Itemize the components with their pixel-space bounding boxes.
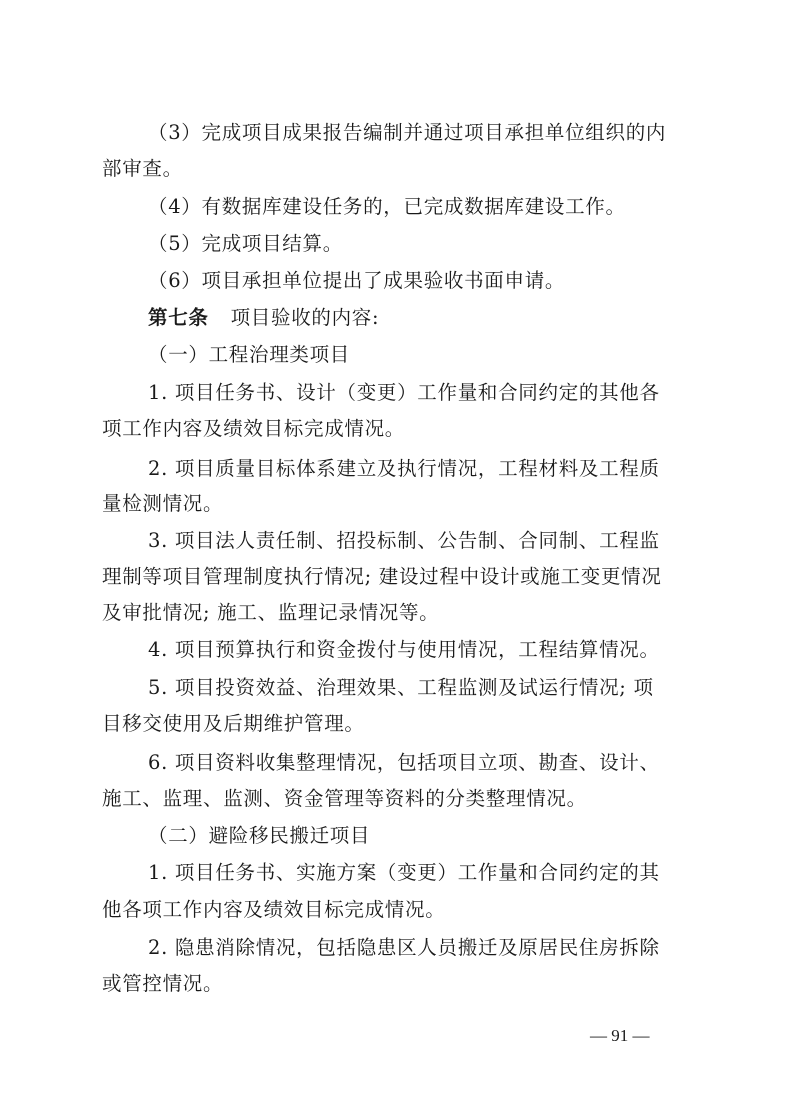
text-line: 目移交使用及后期维护管理。	[102, 712, 365, 735]
text-line: 施工、监理、监测、资金管理等资料的分类整理情况。	[102, 787, 587, 810]
text-line: 理制等项目管理制度执行情况; 建设过程中设计或施工变更情况	[102, 565, 662, 588]
text-line: 2. 项目质量目标体系建立及执行情况，工程材料及工程质	[148, 457, 660, 480]
text-line: 1. 项目任务书、设计（变更）工作量和合同约定的其他各	[148, 381, 660, 404]
article-heading	[148, 304, 692, 332]
article-number: 第七条	[148, 306, 209, 329]
text-line: 6. 项目资料收集整理情况，包括项目立项、勘查、设计、	[148, 751, 660, 774]
text-line: （3）完成项目成果报告编制并通过项目承担单位组织的内	[148, 121, 667, 144]
text-line: 项工作内容及绩效目标完成情况。	[102, 417, 406, 440]
section-heading: （二）避险移民搬迁项目	[148, 824, 371, 847]
page-number: — 91 —	[590, 1026, 650, 1045]
text-line: 3. 项目法人责任制、招投标制、公告制、合同制、工程监	[148, 529, 660, 552]
section-heading: （一）工程治理类项目	[148, 343, 351, 366]
text-line: 1. 项目任务书、实施方案（变更）工作量和合同约定的其	[148, 861, 660, 884]
text-line: 他各项工作内容及绩效目标完成情况。	[102, 898, 446, 921]
text-line: （4）有数据库建设任务的，已完成数据库建设工作。	[148, 195, 626, 218]
text-line: 4. 项目预算执行和资金拨付与使用情况，工程结算情况。	[148, 638, 660, 661]
text-line: 及审批情况; 施工、监理记录情况等。	[102, 601, 440, 624]
text-line: 部审查。	[102, 157, 183, 180]
article-title: 项目验收的内容:	[230, 306, 380, 329]
text-line: 或管控情况。	[102, 972, 224, 995]
text-line: 2. 隐患消除情况，包括隐患区人员搬迁及原居民住房拆除	[148, 936, 660, 959]
text-line: 5. 项目投资效益、治理效果、工程监测及试运行情况; 项	[148, 676, 654, 699]
text-line: 量检测情况。	[102, 492, 224, 515]
text-line: （5）完成项目结算。	[148, 232, 343, 255]
text-line: （6）项目承担单位提出了成果验收书面申请。	[148, 269, 566, 292]
